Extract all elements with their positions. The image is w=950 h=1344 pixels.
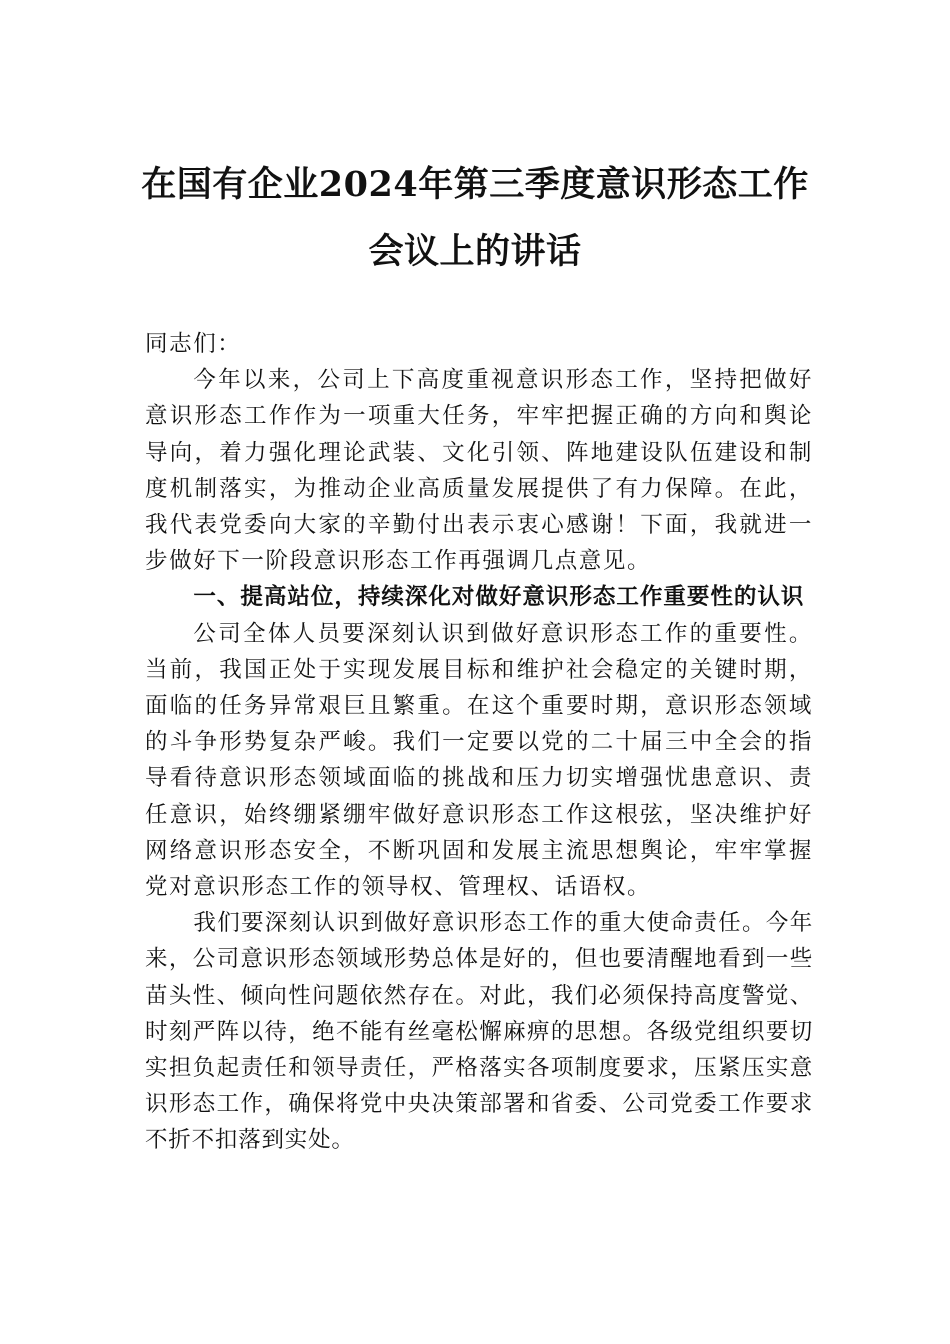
document-title-line-1: 在国有企业2024年第三季度意识形态工作 (141, 164, 809, 205)
salutation: 同志们： (145, 331, 242, 357)
paragraph-responsibility: 我们要深刻认识到做好意识形态工作的重大使命责任。今年来，公司意识形态领域形势总体是好的，但也要清醒地看到一些苗头性、倾向性问题依然存在。对此，我们必须保持高度警觉、时刻严阵以待，绝不能有丝毫松懈麻痹的思想。各级党组织要切实担负起责任和领导责任，严格落实各项制度要求，压紧压实意识形态工作，确保将党中央决策部署和省委、公司党委工作要求不折不扣落到实处。 (145, 910, 813, 1154)
document-title-line-2: 会议上的讲话 (368, 231, 582, 272)
section-heading-1: 一、提高站位，持续深化对做好意识形态工作重要性的认识 (193, 584, 805, 611)
paragraph-importance: 公司全体人员要深刻认识到做好意识形态工作的重要性。当前，我国正处于实现发展目标和维护社会稳定的关键时期，面临的任务异常艰巨且繁重。在这个重要时期，意识形态领域的斗争形势复杂严峻。我们一定要以党的二十届三中全会的指导看待意识形态领域面临的挑战和压力切实增强忧患意识、责任意识，始终绷紧绷牢做好意识形态工作这根弦，坚决维护好网络意识形态安全，不断巩固和发展主流思想舆论，牢牢掌握党对意识形态工作的领导权、管理权、话语权。 (145, 620, 813, 901)
document-body (145, 326, 813, 1159)
paragraph-intro: 今年以来，公司上下高度重视意识形态工作，坚持把做好意识形态工作作为一项重大任务，牢牢把握正确的方向和舆论导向，着力强化理论武装、文化引领、阵地建设队伍建设和制度机制落实，为推动企业高质量发展提供了有力保障。在此，我代表党委向大家的辛勤付出表示衷心感谢！下面，我就进一步做好下一阶段意识形态工作再强调几点意见。 (145, 367, 813, 575)
